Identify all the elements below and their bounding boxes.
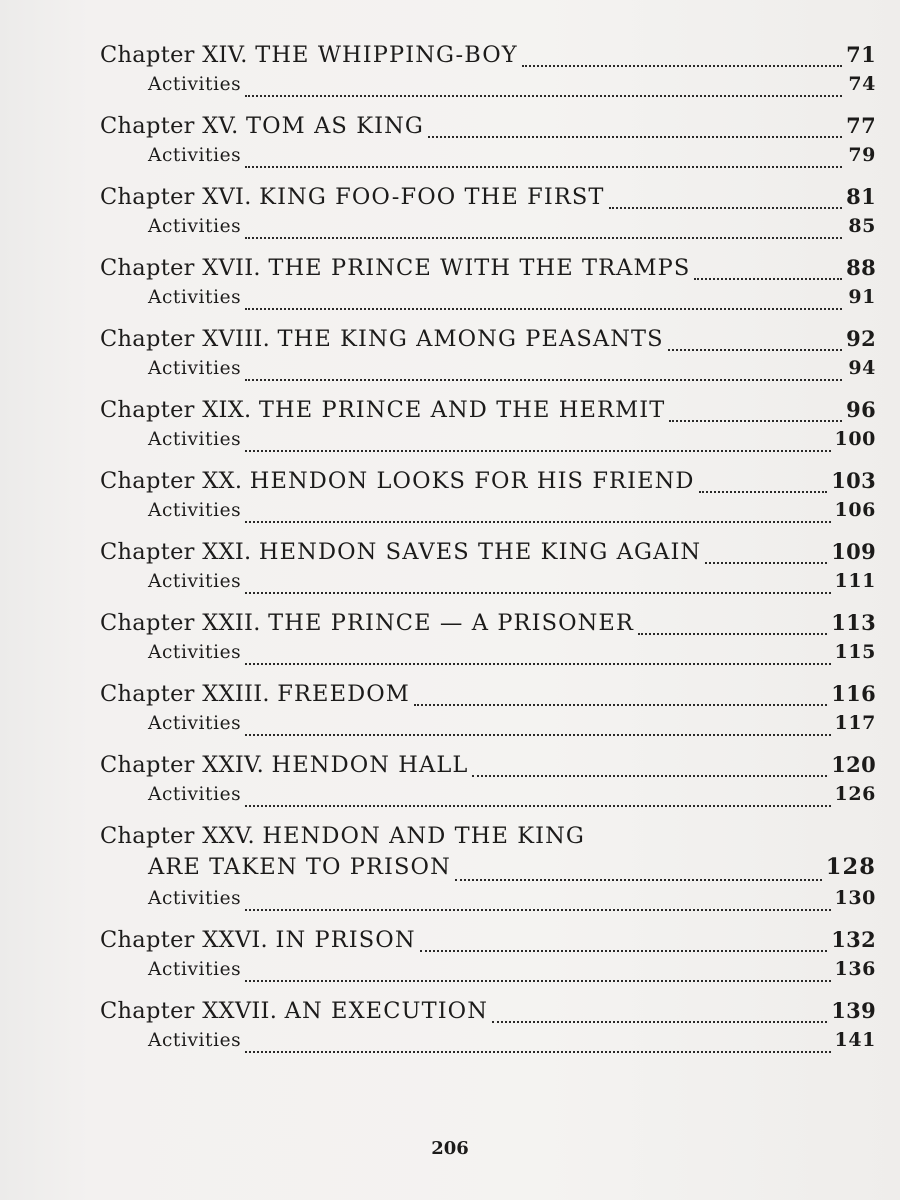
dot-leader: [245, 236, 842, 239]
activities-page-number: 74: [848, 73, 876, 95]
dot-leader: [428, 135, 842, 138]
dot-leader: [472, 774, 827, 777]
chapter-page-number: 81: [846, 184, 876, 209]
activities-page-number: 130: [834, 887, 876, 909]
dot-leader: [699, 490, 828, 493]
activities-row: [100, 144, 876, 173]
chapter-heading-row: [100, 823, 876, 854]
dot-leader: [638, 632, 827, 635]
dot-leader: [245, 662, 830, 665]
chapter-page-number: 132: [831, 927, 876, 952]
activities-page-number: 94: [848, 357, 876, 379]
activities-page-number: 91: [848, 286, 876, 308]
activities-label: Activities: [148, 888, 242, 909]
chapter-title: THE WHIPPING-BOY: [255, 42, 518, 68]
activities-row: [100, 1029, 876, 1058]
toc-chapter-entry: [100, 998, 876, 1058]
chapter-title: THE PRINCE WITH THE TRAMPS: [268, 255, 691, 281]
chapter-title: TOM AS KING: [246, 113, 424, 139]
toc-chapter-entry: [100, 752, 876, 812]
dot-leader: [609, 206, 842, 209]
chapter-page-number: 88: [846, 255, 876, 280]
toc-chapter-entry: [100, 326, 876, 386]
activities-row: [100, 887, 876, 916]
activities-row: [100, 712, 876, 741]
toc-chapter-entry: [100, 42, 876, 102]
toc-chapter-entry: [100, 113, 876, 173]
chapter-label: [100, 927, 416, 953]
chapter-heading-row: [100, 752, 876, 783]
activities-row: [100, 357, 876, 386]
chapter-heading-row: [100, 184, 876, 215]
toc-chapter-entry: [100, 610, 876, 670]
dot-leader: [245, 908, 830, 911]
dot-leader: [245, 804, 830, 807]
chapter-heading-row: [100, 681, 876, 712]
chapter-title: AN EXECUTION: [284, 998, 489, 1024]
toc-chapter-entry: [100, 397, 876, 457]
activities-page-number: 115: [834, 641, 876, 663]
activities-row: [100, 499, 876, 528]
chapter-number: Chapter XXII.: [100, 610, 261, 636]
chapter-title: HENDON SAVES THE KING AGAIN: [258, 539, 702, 565]
activities-row: [100, 215, 876, 244]
chapter-number: Chapter XIV.: [100, 42, 248, 68]
chapter-number: Chapter XV.: [100, 113, 239, 139]
chapter-number: Chapter XXI.: [100, 539, 252, 565]
toc-chapter-entry: [100, 184, 876, 244]
chapter-number: Chapter XIX.: [100, 397, 252, 423]
chapter-number: Chapter XVII.: [100, 255, 261, 281]
table-of-contents: [100, 42, 876, 1069]
activities-page-number: 117: [834, 712, 876, 734]
toc-chapter-entry: [100, 823, 876, 916]
chapter-label: [100, 681, 410, 707]
activities-page-number: 111: [834, 570, 876, 592]
chapter-number: Chapter XVI.: [100, 184, 252, 210]
dot-leader: [705, 561, 827, 564]
chapter-heading-row: [100, 397, 876, 428]
dot-leader: [245, 378, 842, 381]
activities-label: Activities: [148, 642, 242, 663]
chapter-heading-row: [100, 326, 876, 357]
chapter-label: [100, 397, 665, 423]
activities-label: Activities: [148, 429, 242, 450]
activities-label: Activities: [148, 74, 242, 95]
page-number: 206: [431, 1138, 469, 1159]
chapter-page-number: 128: [825, 854, 876, 880]
activities-row: [100, 958, 876, 987]
dot-leader: [245, 591, 830, 594]
dot-leader: [455, 878, 822, 881]
activities-label: Activities: [148, 713, 242, 734]
chapter-label: [100, 113, 424, 139]
chapter-title: HENDON LOOKS FOR HIS FRIEND: [249, 468, 695, 494]
dot-leader: [245, 307, 842, 310]
activities-page-number: 85: [848, 215, 876, 237]
chapter-label: [100, 42, 518, 68]
chapter-heading-row: [100, 539, 876, 570]
toc-chapter-entry: [100, 927, 876, 987]
dot-leader: [245, 520, 830, 523]
dot-leader: [694, 277, 842, 280]
activities-label: Activities: [148, 784, 242, 805]
chapter-title-continued: ARE TAKEN TO PRISON: [148, 854, 451, 880]
chapter-label: [100, 255, 690, 281]
dot-leader: [245, 165, 842, 168]
chapter-label: [100, 998, 488, 1024]
chapter-page-number: 96: [846, 397, 876, 422]
dot-leader: [668, 348, 842, 351]
chapter-label: [100, 539, 701, 565]
activities-label: Activities: [148, 500, 242, 521]
chapter-number: Chapter XXIV.: [100, 752, 265, 778]
dot-leader: [669, 419, 842, 422]
chapter-page-number: 71: [846, 42, 876, 67]
chapter-title: THE PRINCE AND THE HERMIT: [258, 397, 666, 423]
chapter-label: [100, 823, 585, 849]
chapter-page-number: 77: [846, 113, 876, 138]
chapter-heading-row: [100, 42, 876, 73]
activities-label: Activities: [148, 358, 242, 379]
activities-label: Activities: [148, 959, 242, 980]
chapter-heading-row: [100, 113, 876, 144]
activities-row: [100, 641, 876, 670]
chapter-page-number: 109: [831, 539, 876, 564]
dot-leader: [522, 64, 842, 67]
chapter-title: HENDON AND THE KING: [262, 823, 586, 849]
activities-row: [100, 286, 876, 315]
activities-label: Activities: [148, 216, 242, 237]
chapter-number: Chapter XXV.: [100, 823, 255, 849]
dot-leader: [492, 1020, 827, 1023]
chapter-number: Chapter XVIII.: [100, 326, 271, 352]
chapter-title: FREEDOM: [277, 681, 410, 707]
activities-row: [100, 570, 876, 599]
chapter-page-number: 92: [846, 326, 876, 351]
dot-leader: [245, 979, 830, 982]
dot-leader: [245, 449, 830, 452]
chapter-label: [100, 752, 468, 778]
activities-label: Activities: [148, 145, 242, 166]
chapter-heading-row: [100, 468, 876, 499]
dot-leader: [420, 949, 828, 952]
chapter-number: Chapter XXVII.: [100, 998, 278, 1024]
chapter-title: KING FOO-FOO THE FIRST: [259, 184, 605, 210]
chapter-heading-row: [100, 998, 876, 1029]
chapter-label: [100, 468, 695, 494]
activities-page-number: 126: [834, 783, 876, 805]
toc-chapter-entry: [100, 681, 876, 741]
activities-row: [100, 783, 876, 812]
activities-label: Activities: [148, 287, 242, 308]
chapter-heading-row: [100, 610, 876, 641]
dot-leader: [245, 94, 842, 97]
chapter-page-number: 120: [831, 752, 876, 777]
activities-row: [100, 73, 876, 102]
chapter-number: Chapter XXVI.: [100, 927, 269, 953]
activities-page-number: 79: [848, 144, 876, 166]
activities-page-number: 100: [834, 428, 876, 450]
chapter-label: [100, 326, 664, 352]
chapter-title-continuation-row: [100, 854, 876, 887]
dot-leader: [414, 703, 827, 706]
toc-chapter-entry: [100, 539, 876, 599]
activities-page-number: 106: [834, 499, 876, 521]
chapter-title: THE KING AMONG PEASANTS: [277, 326, 664, 352]
chapter-title: IN PRISON: [275, 927, 416, 953]
chapter-number: Chapter XXIII.: [100, 681, 270, 707]
chapter-number: Chapter XX.: [100, 468, 243, 494]
activities-page-number: 141: [834, 1029, 876, 1051]
chapter-page-number: 113: [831, 610, 876, 635]
dot-leader: [245, 1050, 830, 1053]
chapter-label: [100, 184, 605, 210]
toc-chapter-entry: [100, 255, 876, 315]
chapter-title: HENDON HALL: [271, 752, 469, 778]
chapter-heading-row: [100, 255, 876, 286]
chapter-page-number: 116: [831, 681, 876, 706]
chapter-heading-row: [100, 927, 876, 958]
activities-row: [100, 428, 876, 457]
activities-page-number: 136: [834, 958, 876, 980]
chapter-label: [100, 610, 634, 636]
toc-chapter-entry: [100, 468, 876, 528]
chapter-title: THE PRINCE — A PRISONER: [268, 610, 634, 636]
dot-leader: [245, 733, 830, 736]
chapter-page-number: 139: [831, 998, 876, 1023]
activities-label: Activities: [148, 571, 242, 592]
chapter-page-number: 103: [831, 468, 876, 493]
activities-label: Activities: [148, 1030, 242, 1051]
